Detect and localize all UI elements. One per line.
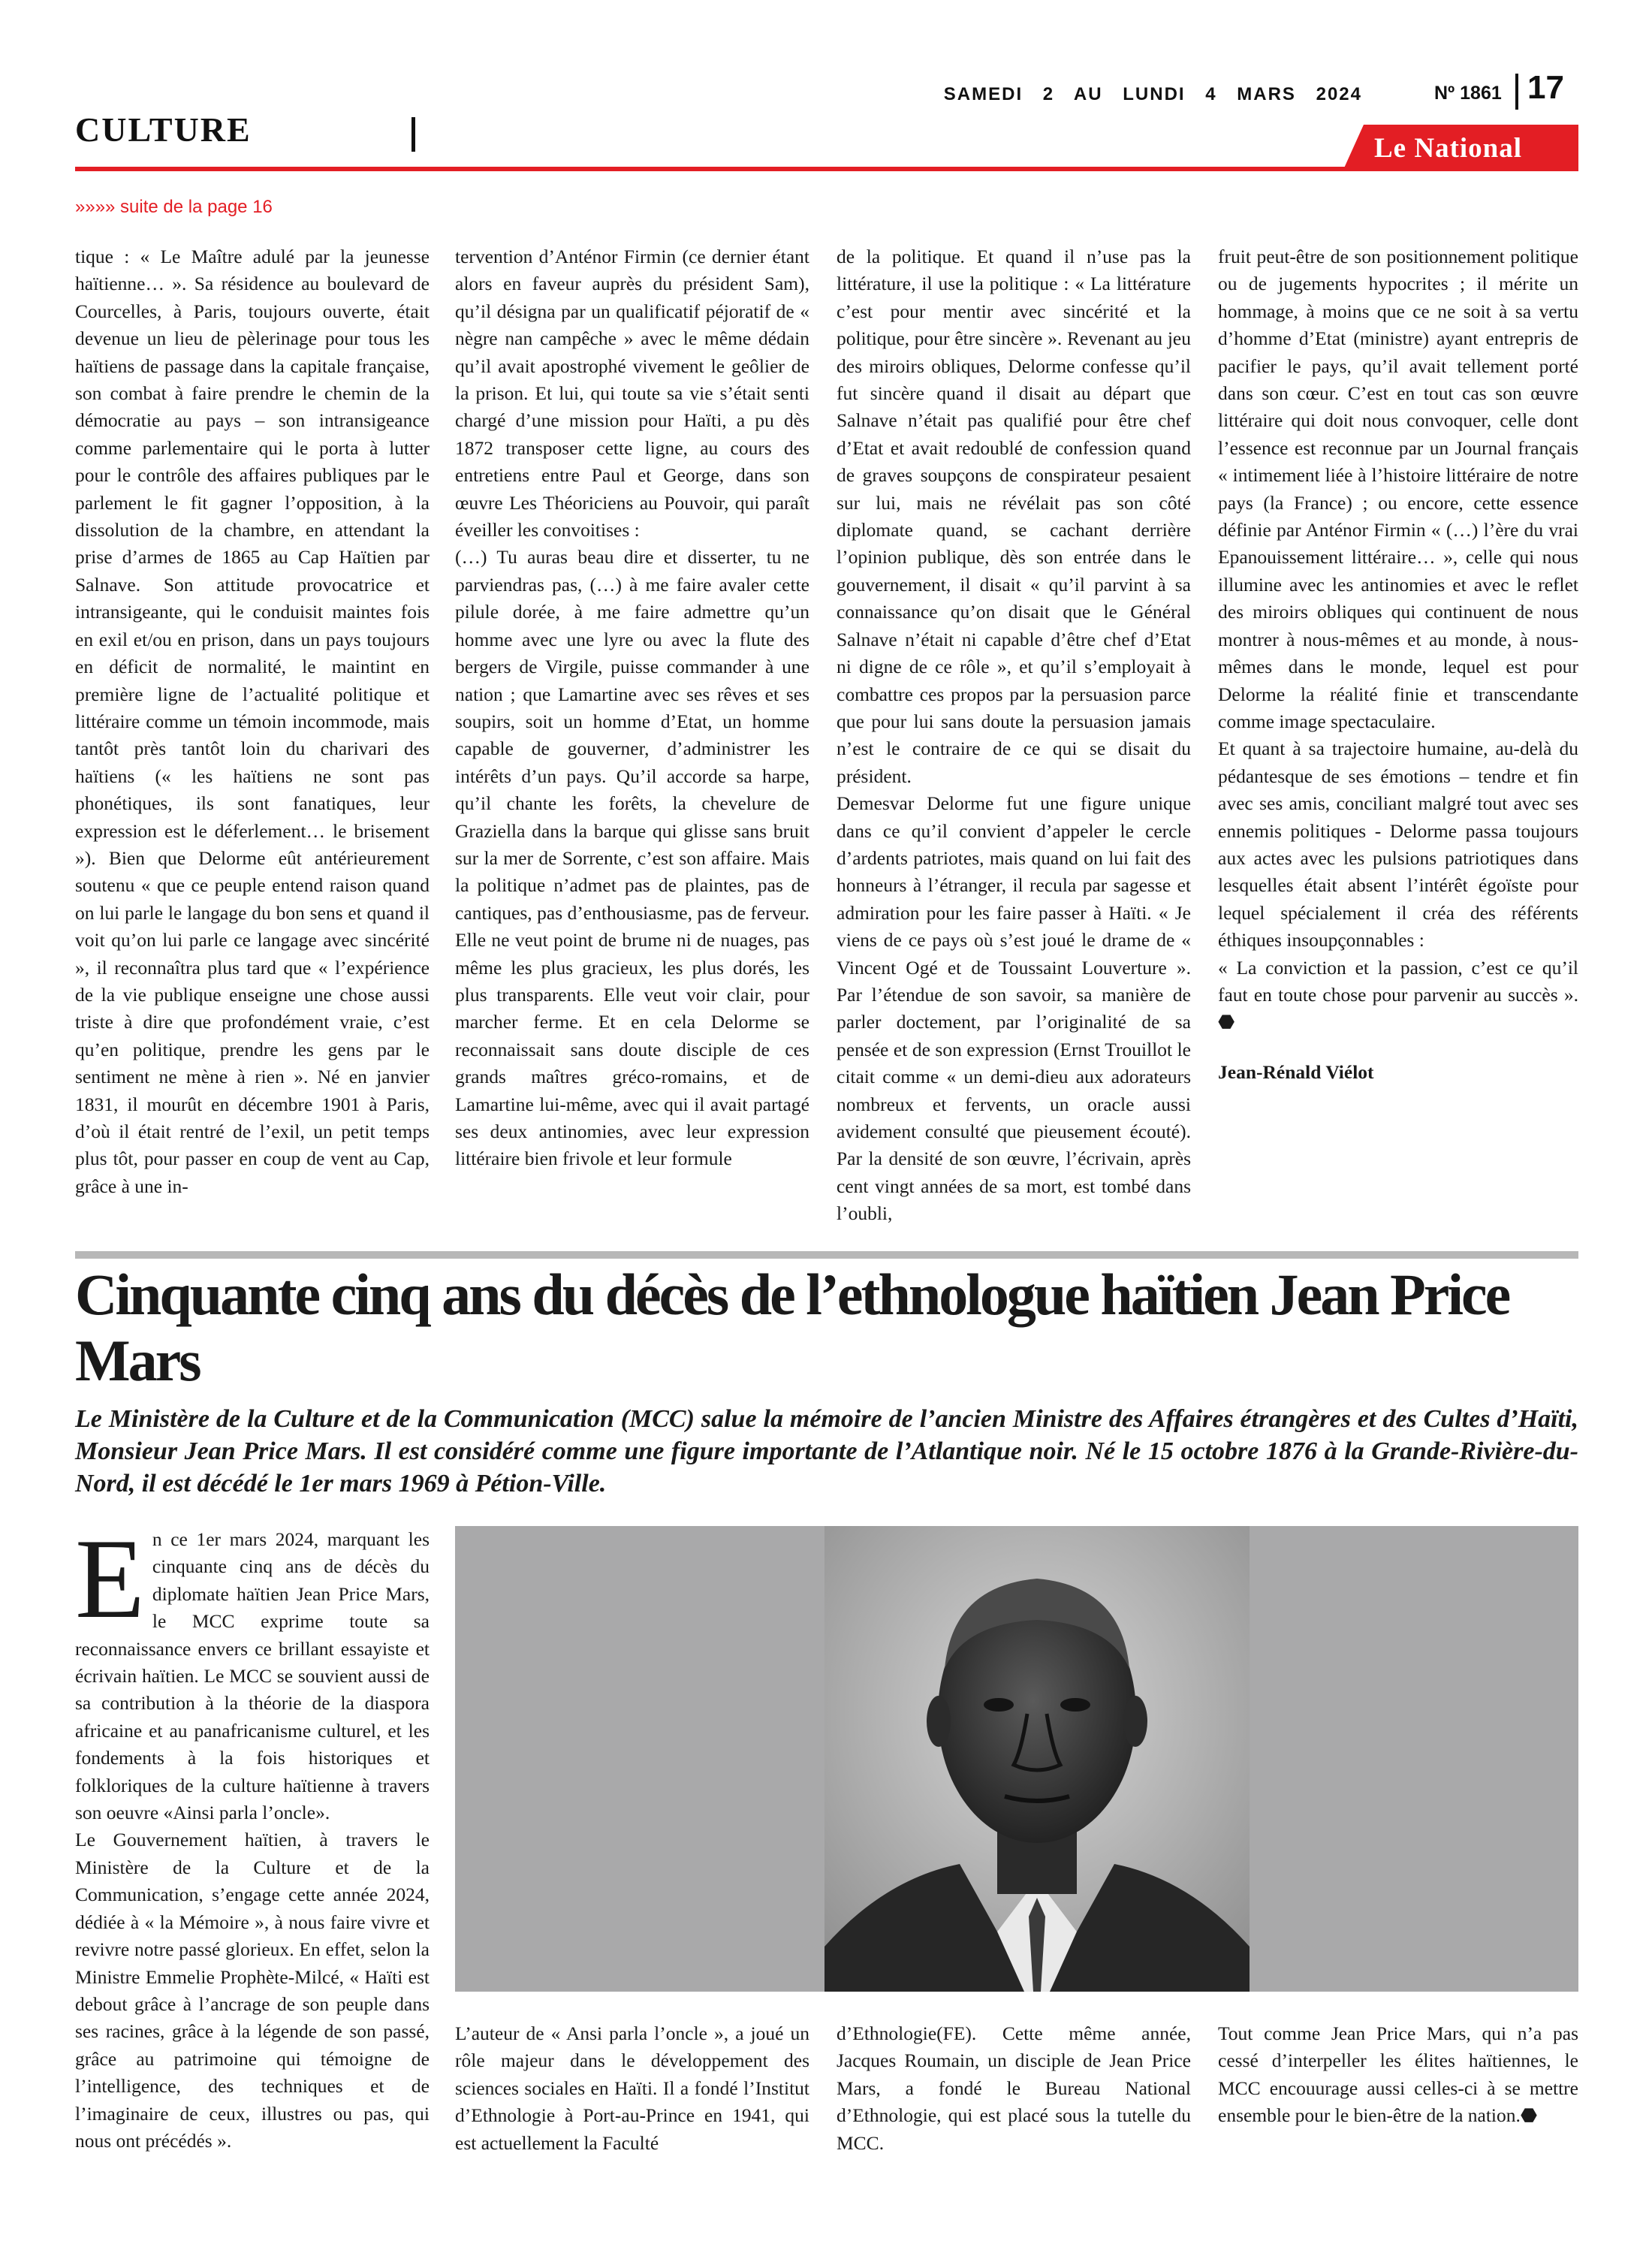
article-column-2 bbox=[455, 243, 809, 1173]
issue-date: SAMEDI 2 AU LUNDI 4 MARS 2024 bbox=[943, 84, 1362, 104]
page-number-divider bbox=[1515, 74, 1518, 110]
page-number: 17 bbox=[1527, 69, 1564, 106]
portrait-photo bbox=[824, 1526, 1250, 1992]
paragraph: fruit peut-être de son positionnement politique ou de jugements hypocrites ; il mérite un hommage, à moins que ce ne soit à sa vertu d’homme d’Etat (ministre) ayant entrepris de pacifier le pays, qu’il avait tellement porté dans son cœur. C’est en tout cas son œuvre littéraire qui doit nous convoquer, celle dont l’essence est reconnue par un Journal français « intimement liée à l’histoire littéraire de notre pays (la France) ; ou encore, cette essence définie par Anténor Firmin « (…) l’ère du vrai Epanouissement littéraire… », celle qui nous illumine avec les antinomies et avec le reflet des miroirs obliques qui continuent de nous montrer à nous-mêmes et au monde, à nous-mêmes dans le monde, lequel est pour Delorme la réalité finie et transcendante comme image spectaculaire. bbox=[1218, 246, 1578, 732]
continued-from-label: »»»» suite de la page 16 bbox=[75, 197, 273, 217]
issue-number: Nº 1861 bbox=[1434, 83, 1502, 104]
article-column-4 bbox=[1218, 2020, 1578, 2130]
paragraph: Et quant à sa trajectoire humaine, au-delà du pédantesque de ses émotions – tendre et fin avec ses amis, conciliant malgré tout avec ses ennemis politiques - Delorme passa toujours aux actes avec les pulsions patriotiques dans lesquelles était absent l’intérêt égoïste pour lequel spécialement il créa des référents éthiques insoupçonnables : bbox=[1218, 737, 1578, 952]
paragraph: d’Ethnologie(FE). Cette même année, Jacques Roumain, un disciple de Jean Price Mars, a fondé le Bureau National d’Ethnologie, qui est placé sous la tutelle du MCC. bbox=[837, 2022, 1191, 2154]
paragraph: Tout comme Jean Price Mars, qui n’a pas cessé d’interpeller les élites haïtiennes, le MCC encouurage aussi celles-ci à se mettre ensemble pour le bien-être de la nation.⬣ bbox=[1218, 2022, 1578, 2127]
drop-cap: E bbox=[75, 1516, 145, 1642]
paragraph: L’auteur de « Ansi parla l’oncle », a joué un rôle majeur dans le développement des sciences sociales en Haïti. Il a fondé l’Institut d’Ethnologie à Port-au-Prince en 1941, qui est actuellement la Faculté bbox=[455, 2022, 809, 2154]
paragraph: n ce 1er mars 2024, marquant les cinquante cinq ans de décès du diplomate haïtien Jean Price Mars, le MCC exprime toute sa reconnaissance envers ce brillant essayiste et écrivain haïtien. Le MCC se souvient aussi de sa contribution à la théorie de la diaspora africaine et au panafricanisme culturel, et les fondements à la fois historiques et folkloriques de la culture haïtienne à travers son oeuvre «Ainsi parla l’oncle». bbox=[75, 1528, 430, 1824]
author-signature: Jean-Rénald Viélot bbox=[1218, 1060, 1374, 1083]
paragraph: tique : « Le Maître adulé par la jeunesse haïtienne… ». Sa résidence au boulevard de Courcelles, à Paris, toujours ouverte, était devenue un lieu de pèlerinage pour tous les haïtiens de passage dans la capitale française, son combat à faire prendre le chemin de la démocratie au pays – son intransigeance comme parlementaire qui le porta à lutter pour le contrôle des affaires publiques par le parlement le fit gagner l’opposition, à la dissolution de la chambre, en attendant la prise d’armes de 1865 au Cap Haïtien par Salnave. Son attitude provocatrice et intransigeante, qui le conduisit maintes fois en exil et/ou en prison, dans un pays toujours en déficit de normalité, le maintint en première ligne de l’actualité politique et littéraire comme un témoin incommode, mais tantôt près tantôt loin du charivari des haïtiens (« les haïtiens ne sont pas phonétiques, ils sont fanatiques, leur expression est le déferlement… le brisement »). Bien que Delorme eût antérieurement soutenu « que ce peuple entend raison quand on lui parle le langage du bon sens et quand il voit qu’on lui parle ce langage avec sincérité », il reconnaîtra plus tard que « l’expérience de la vie publique enseigne une chose aussi triste à dire que profondément vraie, c’est qu’en politique, prendre les gens par le sentiment ne mène à rien ». Né en janvier 1831, il mourût en décembre 1901 à Paris, d’où il était rentré de l’exil, un petit temps plus tôt, pour passer en coup de vent au Cap, grâce à une in- bbox=[75, 246, 430, 1197]
article-column-1 bbox=[75, 1516, 430, 2155]
article-column-2 bbox=[455, 2020, 809, 2157]
article-column-3 bbox=[837, 2020, 1191, 2157]
paragraph: « La conviction et la passion, c’est ce qu’il faut en toute chose pour parvenir au succès ». ⬣ bbox=[1218, 956, 1578, 1033]
article-column-4 bbox=[1218, 243, 1578, 1086]
brand-name: Le National bbox=[1374, 133, 1523, 164]
paragraph: Le Gouvernement haïtien, à travers le Ministère de la Culture et de la Communication, s’engage cette année 2024, dédiée à « la Mémoire », à nous faire vivre et revivre notre passé glorieux. En effet, selon la Ministre Emmelie Prophète-Milcé, « Haïti est debout grâce à l’ancrage de son peuple dans ses racines, grâce à la légende de son passé, grâce au patrimoine qui témoigne de l’intelligence, des techniques et de l’imaginaire de ceux, illustres ou pas, qui nous ont précédés ». bbox=[75, 1829, 430, 2152]
paragraph: de la politique. Et quand il n’use pas la littérature, il use la politique : « La littérature c’est pour mentir avec sincérité et la politique, pour être sincère ». Revenant au jeu des miroirs obliques, Delorme confesse qu’il fut sincère quand il disait au départ que Salnave n’était pas qualifié pour être chef d’Etat et avait redoublé de confession quand de graves soupçons de conspirateur pesaient sur lui, mais ne révélait pas son côté diplomate quand, se cachant derrière l’opinion publique, dès son entrée dans le gouvernement, il disait « qu’il parvint à sa connaissance qu’on disait que le Général Salnave n’était ni capable d’être chef d’Etat ni digne de ce rôle », et qu’il s’employait à combattre ces propos par la persuasion parce que pour lui sans doute la persuasion jamais n’est le contraire de ce qui se disait du président. bbox=[837, 246, 1191, 787]
article-column-1 bbox=[75, 243, 430, 1200]
section-title: CULTURE bbox=[75, 110, 252, 149]
headline: Cinquante cinq ans du décès de l’ethnologue haïtien Jean Price Mars bbox=[75, 1262, 1509, 1393]
paragraph: (…) Tu auras beau dire et disserter, tu ne parviendras pas, (…) à me faire avaler cette pilule dorée, à me faire admettre qu’un homme avec une lyre ou avec la flute des bergers de Virgile, puisse commander à une nation ; que Lamartine avec ses rêves et ses soupirs, soit un homme d’Etat, un homme capable de gouverner, d’administrer les intérêts d’un pays. Qu’il accorde sa harpe, qu’il chante les forêts, la chevelure de Graziella dans la barque qui glisse sans bruit sur la mer de Sorrente, c’est son affaire. Mais la politique n’admet pas de plaintes, pas de cantiques, pas d’enthousiasme, pas de ferveur. Elle ne veut point de brume ni de nuages, pas même les plus gracieux, les plus dorés, les plus transparents. Elle veut voir clair, pour marcher ferme. Et en cela Delorme se reconnaissait sans doute disciple de ces grands maîtres gréco-romains, et de Lamartine lui-même, avec qui il avait partagé ses deux antinomies, avec leur expression littéraire bien frivole et leur formule bbox=[455, 546, 809, 1170]
section-divider bbox=[411, 117, 415, 152]
paragraph: tervention d’Anténor Firmin (ce dernier étant alors en faveur auprès du président Sam), qu’il désigna par un qualificatif péjoratif de « nègre nan campêche » avec le même dédain qu’il avait apostrophé vivement le geôlier de la prison. Et lui, qui toute sa vie s’était senti chargé d’une mission pour Haïti, a pu dès 1872 transposer cette ligne, au cours des entretiens entre Paul et George, dans son œuvre Les Théoriciens au Pouvoir, qui paraît éveiller les convoitises : bbox=[455, 246, 809, 541]
lede: Le Ministère de la Culture et de la Communication (MCC) salue la mémoire de l’ancien Ministre des Affaires étrangères et des Cultes d’Haïti, Monsieur Jean Price Mars. Il est considéré comme une figure importante de l’Atlantique noir. Né le 15 octobre 1876 à la Grande-Rivière-du-Nord, il est décédé le 1er mars 1969 à Pétion-Ville. bbox=[75, 1405, 1578, 1497]
article-column-3 bbox=[837, 243, 1191, 1228]
section-divider-rule bbox=[75, 1251, 1578, 1259]
paragraph: Demesvar Delorme fut une figure unique dans ce qu’il convient d’appeler le cercle d’ardents patriotes, mais quand on lui fait des honneurs à l’étranger, il recula par sagesse et admiration pour les faire passer à Haïti. « Je viens de ce pays où s’est joué le drame de « Vincent Ogé et de Toussaint Louverture ». Par l’étendue de son savoir, sa manière de parler doctement, par l’originalité de sa pensée et de son expression (Ernst Trouillot le citait comme « un demi-dieu aux adorateurs nombreux et fervents, un oracle aussi avidement consulté que pieusement écouté). Par la densité de son œuvre, l’écrivain, après cent vingt années de sa mort, est tombé dans l’oubli, bbox=[837, 792, 1191, 1225]
